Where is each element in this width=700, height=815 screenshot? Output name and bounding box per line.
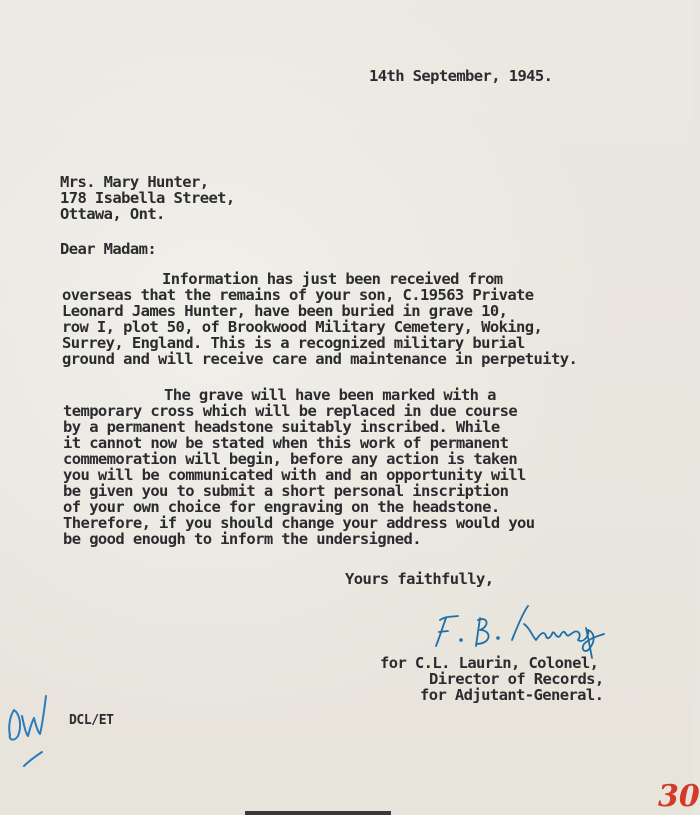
paragraph-line: be good enough to inform the undersigned. xyxy=(63,530,422,548)
paragraph-line: temporary cross which will be replaced in due course xyxy=(63,402,518,420)
address-line: Mrs. Mary Hunter, xyxy=(60,173,209,191)
address-line: 178 Isabella Street, xyxy=(60,189,235,207)
paragraph-line: by a permanent headstone suitably inscribed. While xyxy=(63,418,500,436)
salutation: Dear Madam: xyxy=(60,240,157,258)
scan-edge xyxy=(245,811,391,815)
signature-line: for C.L. Laurin, Colonel, xyxy=(380,654,599,672)
page-number: 30 xyxy=(658,779,700,814)
signature-line: for Adjutant-General. xyxy=(420,686,604,704)
paragraph-line: Therefore, if you should change your address would you xyxy=(63,514,535,532)
paragraph-line: Leonard James Hunter, have been buried in grave 10, xyxy=(62,302,508,320)
paragraph-line: overseas that the remains of your son, C.19563 Private xyxy=(62,286,534,304)
paragraph-line: of your own choice for engraving on the headstone. xyxy=(63,498,500,516)
signature-line: Director of Records, xyxy=(429,670,604,688)
paragraph-line: commemoration will begin, before any action is taken xyxy=(63,450,518,468)
paragraph-line: The grave will have been marked with a xyxy=(164,386,496,404)
paragraph-line: you will be communicated with and an opportunity will xyxy=(63,466,526,484)
paragraph-line: Surrey, England. This is a recognized military burial xyxy=(62,334,525,352)
handwritten-signature xyxy=(428,600,608,660)
paragraph-line: ground and will receive care and maintenance in perpetuity. xyxy=(62,350,578,368)
paragraph-line: it cannot now be stated when this work of permanent xyxy=(63,434,509,452)
closing: Yours faithfully, xyxy=(345,570,494,588)
margin-initials-handwritten xyxy=(0,676,60,776)
address-line: Ottawa, Ont. xyxy=(60,205,165,223)
paragraph-line: row I, plot 50, of Brookwood Military Cemetery, Woking, xyxy=(62,318,543,336)
paragraph-line: be given you to submit a short personal inscription xyxy=(63,482,509,500)
paragraph-line: Information has just been received from xyxy=(162,270,503,288)
letter-date: 14th September, 1945. xyxy=(369,67,553,85)
reference-initials: DCL/ET xyxy=(69,713,114,728)
